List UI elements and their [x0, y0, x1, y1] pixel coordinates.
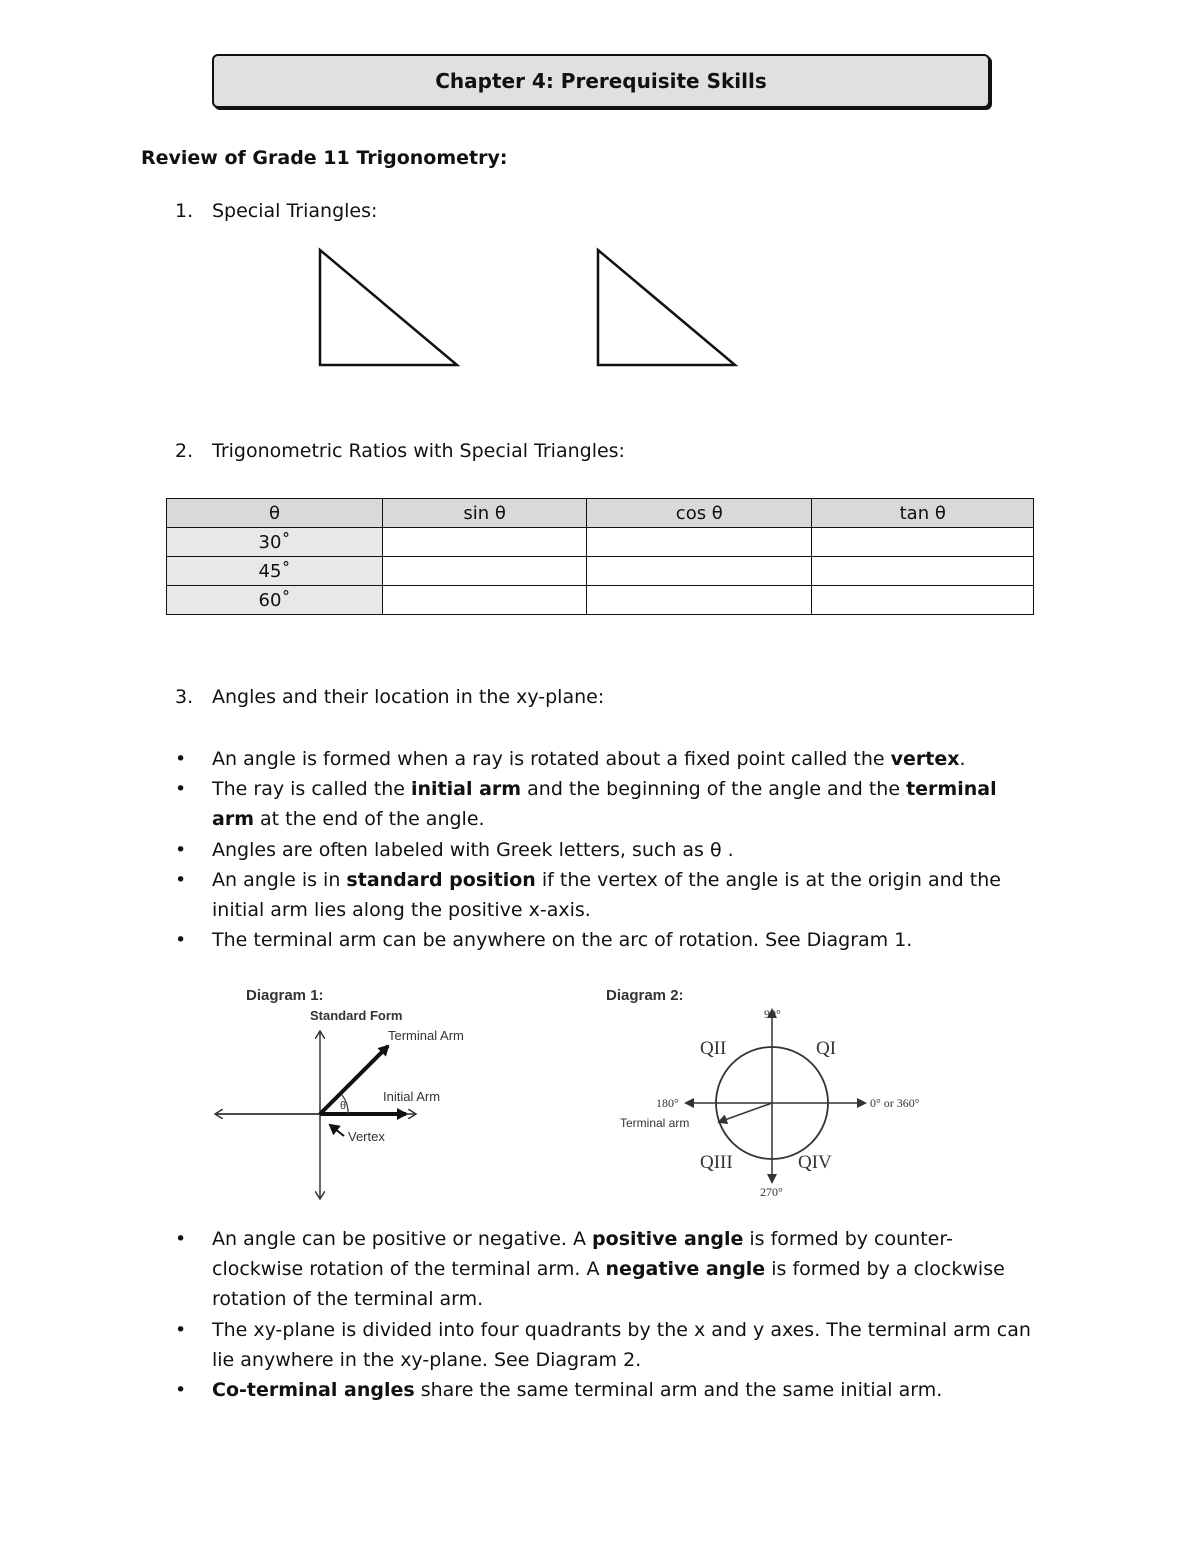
- triangle-right: [598, 250, 735, 365]
- table-header-row: [167, 499, 1034, 528]
- triangle-left: [320, 250, 457, 365]
- special-triangles: [310, 244, 750, 374]
- diagram-2-quadrants: [600, 980, 945, 1205]
- list-item: • An angle can be positive or negative. A positive angle is formed by counter-clockwise rotation of the terminal arm. A negative angle is formed by a clockwise rotation of the terminal arm.: [175, 1224, 1037, 1315]
- terminal-arm-arrow: [719, 1103, 772, 1122]
- diagram-1-standard-form: [210, 980, 500, 1205]
- blank-cell[interactable]: [383, 528, 587, 557]
- angle-cell: 45˚: [167, 557, 383, 586]
- label-0-360: 0° or 360°: [870, 1096, 920, 1110]
- item-number: 3.: [175, 686, 194, 708]
- chapter-title: Chapter 4: Prerequisite Skills: [212, 54, 990, 108]
- list-item: • The terminal arm can be anywhere on the arc of rotation. See Diagram 1.: [175, 925, 1037, 955]
- angle-cell: 60˚: [167, 586, 383, 615]
- quadrant-3: QIII: [700, 1152, 733, 1173]
- blank-cell[interactable]: [587, 528, 812, 557]
- item-text: Angles and their location in the xy-plane:: [212, 686, 605, 708]
- diagram-1-title: Diagram 1:: [246, 987, 324, 1004]
- header-theta: θ: [167, 499, 383, 528]
- bullet-dot: •: [175, 778, 187, 801]
- bullet-dot: •: [175, 1379, 187, 1402]
- initial-arm-label: Initial Arm: [383, 1089, 441, 1104]
- table-row: [167, 557, 1034, 586]
- blank-cell[interactable]: [587, 557, 812, 586]
- bullet-dot: •: [175, 838, 187, 861]
- terminal-arm-label: Terminal Arm: [388, 1028, 464, 1043]
- list-item: • Co-terminal angles share the same terminal arm and the same initial arm.: [175, 1375, 1037, 1405]
- bullet-dot: •: [175, 748, 187, 770]
- item-text: Special Triangles:: [212, 200, 378, 222]
- angle-cell: 30˚: [167, 528, 383, 557]
- terminal-arm-arrow: [320, 1046, 388, 1114]
- item-number: 2.: [175, 440, 194, 462]
- bullet-list-b: [175, 1224, 1037, 1405]
- diagram-2-title: Diagram 2:: [606, 987, 684, 1004]
- trig-ratio-table: [166, 498, 1034, 615]
- table-row: [167, 528, 1034, 557]
- blank-cell[interactable]: [812, 586, 1034, 615]
- bullet-dot: •: [175, 868, 187, 891]
- bullet-dot: •: [175, 1228, 187, 1250]
- header-cos: cos θ: [587, 499, 812, 528]
- blank-cell[interactable]: [383, 586, 587, 615]
- standard-form-label: Standard Form: [310, 1008, 403, 1023]
- quadrant-4: QIV: [798, 1152, 832, 1173]
- bullet-dot: •: [175, 929, 187, 952]
- list-item: • The ray is called the initial arm and the beginning of the angle and the terminal arm at the end of the angle.: [175, 774, 1037, 834]
- blank-cell[interactable]: [383, 557, 587, 586]
- bullet-list-a: [175, 744, 1037, 955]
- terminal-arm-label: Terminal arm: [620, 1116, 690, 1130]
- list-item: • An angle is formed when a ray is rotated about a fixed point called the vertex.: [175, 744, 1037, 774]
- theta-label: θ: [340, 1100, 347, 1112]
- blank-cell[interactable]: [812, 528, 1034, 557]
- header-sin: sin θ: [383, 499, 587, 528]
- table-row: [167, 586, 1034, 615]
- label-270: 270°: [760, 1185, 783, 1199]
- item-text: Trigonometric Ratios with Special Triangles:: [212, 440, 625, 462]
- list-item: • The xy-plane is divided into four quadrants by the x and y axes. The terminal arm can lie anywhere in the xy-plane. See Diagram 2.: [175, 1315, 1037, 1375]
- vertex-label: Vertex: [348, 1129, 385, 1144]
- list-item: • Angles are often labeled with Greek letters, such as θ .: [175, 835, 1037, 865]
- bullet-dot: •: [175, 1318, 187, 1341]
- section-heading: Review of Grade 11 Trigonometry:: [141, 147, 508, 169]
- list-item: • An angle is in standard position if the vertex of the angle is at the origin and the initial arm lies along the positive x-axis.: [175, 865, 1037, 925]
- label-90: 90°: [764, 1007, 781, 1021]
- item-number: 1.: [175, 200, 194, 222]
- quadrant-1: QI: [816, 1038, 837, 1059]
- vertex-pointer: [330, 1125, 344, 1136]
- blank-cell[interactable]: [587, 586, 812, 615]
- header-tan: tan θ: [812, 499, 1034, 528]
- label-180: 180°: [656, 1096, 679, 1110]
- blank-cell[interactable]: [812, 557, 1034, 586]
- quadrant-2: QII: [700, 1038, 727, 1059]
